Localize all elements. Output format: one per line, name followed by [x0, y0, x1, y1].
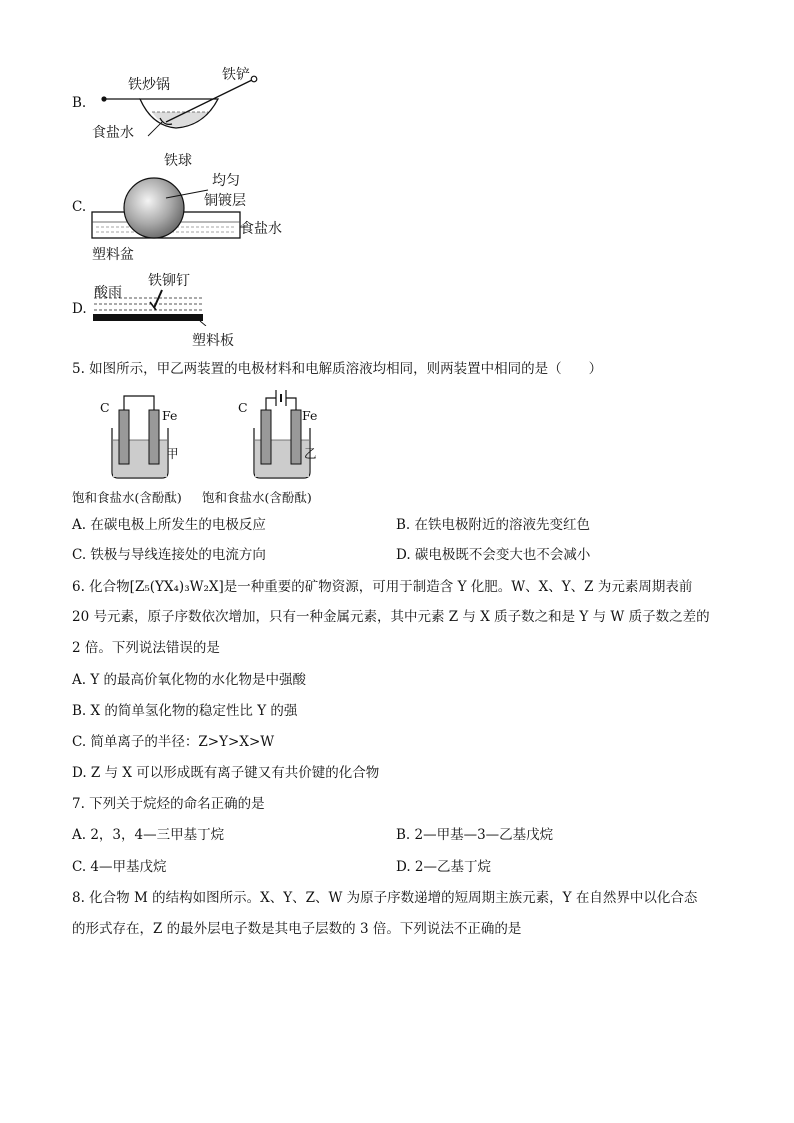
option-label-d: D. [72, 301, 87, 317]
board-label: 塑料板 [192, 333, 234, 349]
q7-stem: 7. 下列关于烷烃的命名正确的是 [72, 796, 265, 812]
q6-stem-line-3: 2 倍。下列说法错误的是 [72, 640, 220, 656]
basin-label: 塑料盆 [92, 247, 134, 263]
q6-option-c: C. 简单离子的半径：Z>Y>X>W [72, 734, 275, 750]
coating-label-2: 铜镀层 [204, 193, 246, 209]
cell-yi-right-electrode: Fe [302, 408, 318, 423]
q8-stem-line-1: 8. 化合物 M 的结构如图所示。X、Y、Z、W 为原子序数递增的短周期主族元素，Y 在自然界中以化合态 [72, 890, 698, 906]
cell-yi-name: 乙 [304, 446, 317, 461]
q6-option-b: B. X 的简单氢化物的稳定性比 Y 的强 [72, 703, 298, 719]
q6-stem-line-2: 20 号元素，原子序数依次增加，只有一种金属元素，其中元素 Z 与 X 质子数之和是 Y 与 W 质子数之差的 [72, 609, 710, 625]
cell-yi-caption: 饱和食盐水(含酚酞) [202, 490, 312, 505]
option-label-c: C. [72, 199, 87, 215]
cell-yi-left-electrode: C [238, 400, 248, 415]
q8-stem-line-2: 的形式存在，Z 的最外层电子数是其电子层数的 3 倍。下列说法不正确的是 [72, 921, 522, 937]
acid-rain-label: 酸雨 [94, 285, 122, 301]
rivet-label: 铁铆钉 [148, 273, 190, 289]
q5-option-d: D. 碳电极既不会变大也不会减小 [396, 547, 591, 563]
coating-label-1: 均匀 [212, 173, 240, 189]
solution-label: 食盐水 [92, 125, 134, 141]
solution-label: 食盐水 [240, 221, 282, 237]
iron-ball-label: 铁球 [164, 153, 192, 169]
q5-option-a: A. 在碳电极上所发生的电极反应 [72, 517, 266, 533]
q7-option-b: B. 2—甲基—3—乙基戊烷 [396, 827, 554, 843]
wok-label: 铁炒锅 [128, 77, 170, 93]
q6-option-a: A. Y 的最高价氧化物的水化物是中强酸 [72, 672, 307, 688]
cell-jia-diagram [96, 390, 196, 482]
option-label-b: B. [72, 95, 87, 111]
cell-jia-caption: 饱和食盐水(含酚酞) [72, 490, 182, 505]
q6-stem-line-1: 6. 化合物[Z₅(YX₄)₃W₂X]是一种重要的矿物资源，可用于制造含 Y 化肥。W、X、Y、Z 为元素周期表前 [72, 579, 693, 595]
q6-option-d: D. Z 与 X 可以形成既有离子键又有共价键的化合物 [72, 765, 380, 781]
q5-option-b: B. 在铁电极附近的溶液先变红色 [396, 517, 591, 533]
q5-option-c: C. 铁极与导线连接处的电流方向 [72, 547, 266, 563]
q7-option-c: C. 4—甲基戊烷 [72, 859, 167, 875]
q5-stem: 5. 如图所示，甲乙两装置的电极材料和电解质溶液均相同，则两装置中相同的是（ ） [72, 361, 603, 377]
cell-jia-left-electrode: C [100, 400, 110, 415]
cell-yi-diagram [238, 384, 338, 482]
cell-jia-name: 甲 [166, 446, 179, 461]
q7-option-d: D. 2—乙基丁烷 [396, 859, 492, 875]
copper-plated-iron-ball-diagram [88, 170, 288, 252]
q7-option-a: A. 2，3，4—三甲基丁烷 [72, 827, 225, 843]
shovel-label: 铁铲 [222, 67, 250, 83]
cell-jia-right-electrode: Fe [162, 408, 178, 423]
